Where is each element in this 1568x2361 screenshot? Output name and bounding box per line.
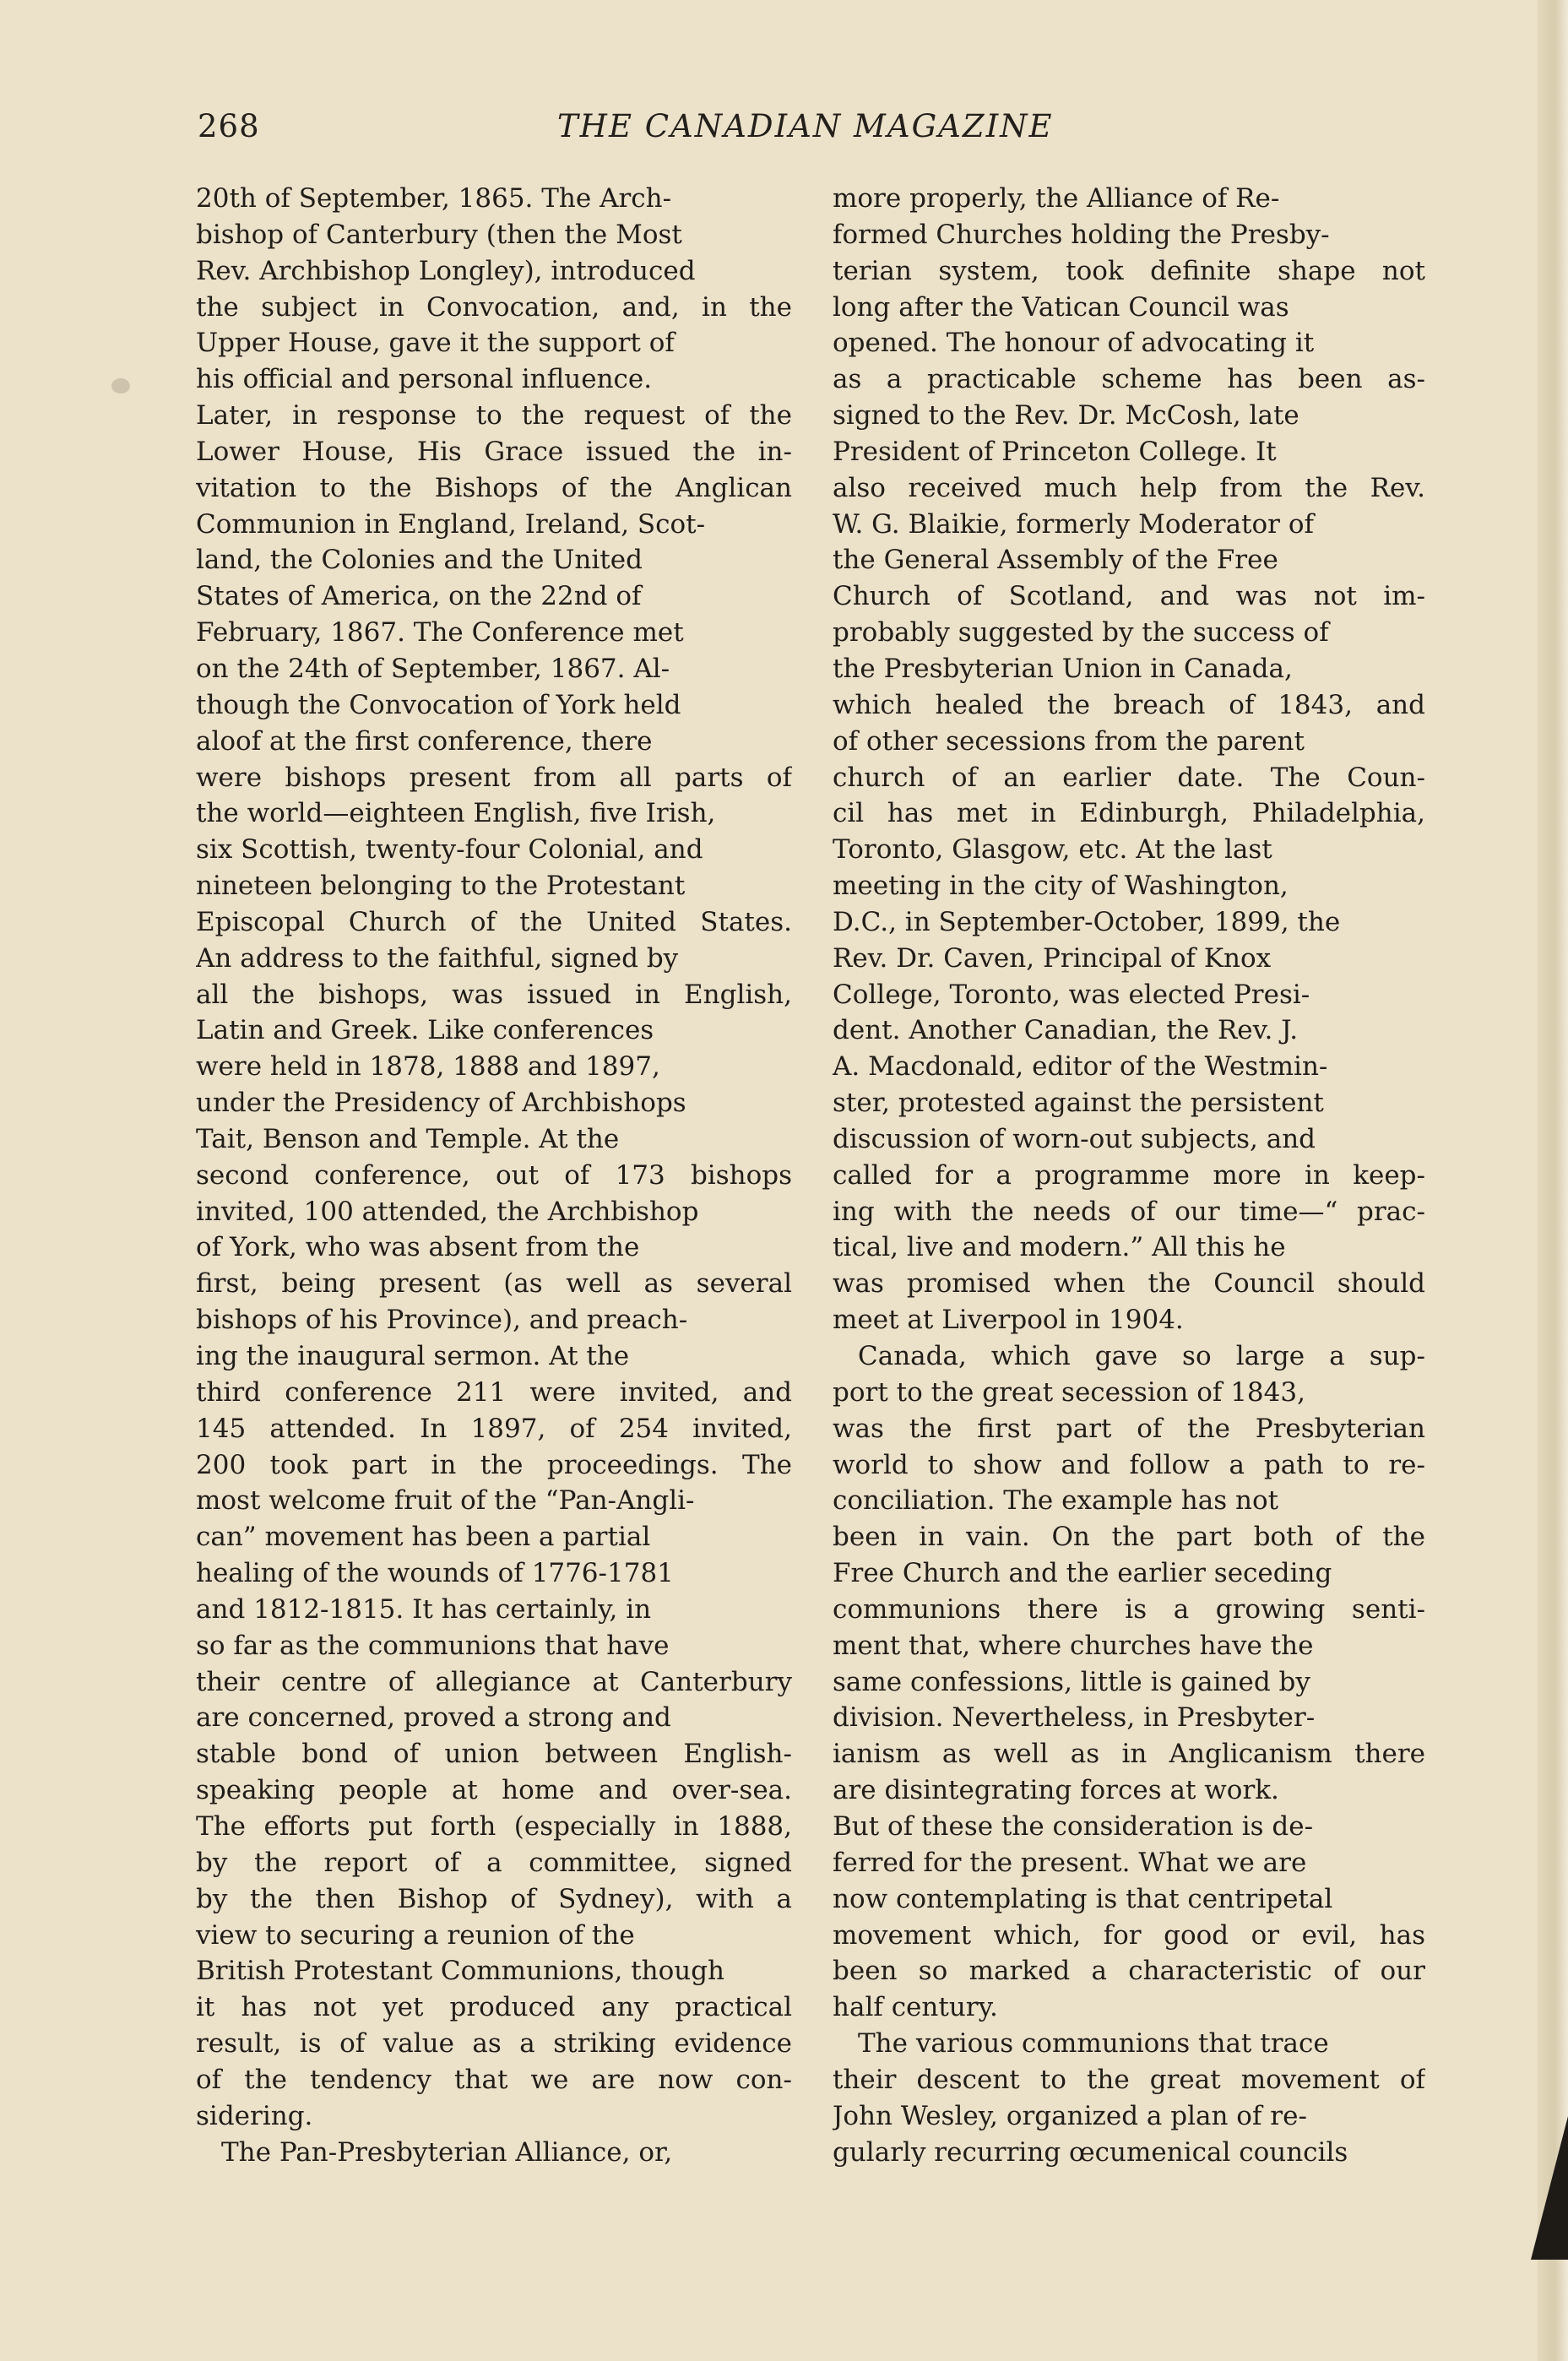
text-line: also received much help from the Rev. xyxy=(833,472,1425,503)
text-line: healing of the wounds of 1776-1781 xyxy=(196,1558,674,1589)
text-line: half century. xyxy=(833,1992,998,2023)
text-line: February, 1867. The Conference met xyxy=(196,617,684,649)
text-line: 145 attended. In 1897, of 254 invited, xyxy=(196,1413,792,1444)
text-line: ment that, where churches have the xyxy=(833,1630,1314,1661)
text-line: his official and personal influence. xyxy=(196,364,653,395)
text-line: meet at Liverpool in 1904. xyxy=(833,1305,1184,1336)
text-line: Canada, which gave so large a sup- xyxy=(858,1341,1425,1371)
text-line: was the first part of the Presbyterian xyxy=(833,1413,1425,1444)
text-line: were held in 1878, 1888 and 1897, xyxy=(196,1051,660,1083)
text-line: College, Toronto, was elected Presi- xyxy=(833,979,1310,1010)
text-line: first, being present (as well as several xyxy=(196,1268,792,1300)
text-line: ing the inaugural sermon. At the xyxy=(196,1341,630,1371)
text-line: probably suggested by the success of xyxy=(833,617,1329,649)
text-line: movement which, for good or evil, has xyxy=(833,1919,1425,1951)
text-line: meeting in the city of Washington, xyxy=(833,871,1289,902)
text-line: 20th of September, 1865. The Arch- xyxy=(196,183,672,214)
text-line: was promised when the Council should xyxy=(833,1268,1425,1300)
text-line: been in vain. On the part both of the xyxy=(833,1522,1425,1553)
text-line: by the then Bishop of Sydney), with a xyxy=(196,1883,792,1914)
text-line: now contemplating is that centripetal xyxy=(833,1883,1333,1914)
text-line: stable bond of union between English- xyxy=(196,1739,792,1770)
text-line: the subject in Convocation, and, in the xyxy=(196,291,792,323)
text-line: are concerned, proved a strong and xyxy=(196,1702,671,1734)
text-line: so far as the communions that have xyxy=(196,1630,670,1661)
text-line: been so marked a characteristic of our xyxy=(833,1956,1425,1987)
text-line: as a practicable scheme has been as- xyxy=(833,364,1425,395)
text-line: Communion in England, Ireland, Scot- xyxy=(196,508,706,540)
text-line: Tait, Benson and Temple. At the xyxy=(196,1123,620,1154)
text-line: gularly recurring œcumenical councils xyxy=(833,2136,1348,2168)
text-line: which healed the breach of 1843, and xyxy=(833,689,1425,720)
text-line: ing with the needs of our time—“ prac- xyxy=(833,1196,1425,1227)
text-line: signed to the Rev. Dr. McCosh, late xyxy=(833,400,1299,431)
text-line: second conference, out of 173 bishops xyxy=(196,1159,792,1191)
text-line: the General Assembly of the Free xyxy=(833,545,1278,576)
text-line: conciliation. The example has not xyxy=(833,1485,1279,1517)
text-line: 200 took part in the proceedings. The xyxy=(196,1449,792,1480)
text-line: six Scottish, twenty-four Colonial, and xyxy=(196,834,703,866)
text-line: bishop of Canterbury (then the Most xyxy=(196,219,682,250)
left-column xyxy=(196,181,792,2170)
text-line: world to show and follow a path to re- xyxy=(833,1449,1425,1480)
text-line: were bishops present from all parts of xyxy=(196,762,792,793)
text-line: President of Princeton College. It xyxy=(833,436,1277,467)
text-line: of York, who was absent from the xyxy=(196,1232,640,1263)
text-line: their descent to the great movement of xyxy=(833,2064,1425,2095)
text-line: the world—eighteen English, five Irish, xyxy=(196,798,716,829)
text-line: view to securing a reunion of the xyxy=(196,1919,635,1951)
text-line: called for a programme more in keep- xyxy=(833,1159,1425,1191)
text-line: result, is of value as a striking evidence xyxy=(196,2028,792,2060)
text-line: and 1812-1815. It has certainly, in xyxy=(196,1593,652,1625)
text-line: vitation to the Bishops of the Anglican xyxy=(196,472,792,503)
text-line: Rev. Archbishop Longley), introduced xyxy=(196,255,696,286)
text-line: Later, in response to the request of the xyxy=(196,400,792,431)
text-line: it has not yet produced any practical xyxy=(196,1992,792,2023)
text-line: more properly, the Alliance of Re- xyxy=(833,183,1280,214)
text-line: of the tendency that we are now con- xyxy=(196,2064,792,2095)
text-line: aloof at the first conference, there xyxy=(196,725,653,757)
text-line: Toronto, Glasgow, etc. At the last xyxy=(833,834,1272,866)
text-line: W. G. Blaikie, formerly Moderator of xyxy=(833,508,1314,540)
right-column xyxy=(833,181,1425,2170)
text-line: Rev. Dr. Caven, Principal of Knox xyxy=(833,942,1272,974)
text-line: ianism as well as in Anglicanism there xyxy=(833,1739,1425,1770)
text-line: Episcopal Church of the United States. xyxy=(196,906,792,937)
text-line: But of these the consideration is de- xyxy=(833,1810,1314,1842)
text-line: cil has met in Edinburgh, Philadelphia, xyxy=(833,798,1425,829)
text-line: the Presbyterian Union in Canada, xyxy=(833,653,1293,684)
text-line: division. Nevertheless, in Presbyter- xyxy=(833,1702,1316,1734)
text-line: most welcome fruit of the “Pan-Angli- xyxy=(196,1485,695,1517)
text-line: ferred for the present. What we are xyxy=(833,1847,1307,1878)
text-line: land, the Colonies and the United xyxy=(196,545,643,576)
text-line: though the Convocation of York held xyxy=(196,689,681,720)
text-line: The Pan-Presbyterian Alliance, or, xyxy=(221,2136,673,2168)
text-line: bishops of his Province), and preach- xyxy=(196,1305,688,1336)
text-line: Lower House, His Grace issued the in- xyxy=(196,436,792,467)
text-line: long after the Vatican Council was xyxy=(833,291,1289,323)
text-line: third conference 211 were invited, and xyxy=(196,1376,792,1408)
paper-blemish xyxy=(111,378,130,394)
text-line: all the bishops, was issued in English, xyxy=(196,979,792,1010)
text-line: The various communions that trace xyxy=(858,2028,1329,2060)
text-line: dent. Another Canadian, the Rev. J. xyxy=(833,1015,1299,1046)
text-line: port to the great secession of 1843, xyxy=(833,1376,1305,1408)
text-line: can” movement has been a partial xyxy=(196,1522,651,1553)
text-line: Upper House, gave it the support of xyxy=(196,328,675,359)
text-line: The efforts put forth (especially in 1888, xyxy=(196,1810,792,1842)
text-line: Latin and Greek. Like conferences xyxy=(196,1015,654,1046)
text-line: under the Presidency of Archbishops xyxy=(196,1088,686,1119)
text-line: communions there is a growing senti- xyxy=(833,1593,1425,1625)
text-line: nineteen belonging to the Protestant xyxy=(196,871,686,902)
text-line: States of America, on the 22nd of xyxy=(196,581,642,612)
text-line: are disintegrating forces at work. xyxy=(833,1775,1279,1806)
text-line: sidering. xyxy=(196,2100,313,2131)
text-line: by the report of a committee, signed xyxy=(196,1847,792,1878)
text-line: Free Church and the earlier seceding xyxy=(833,1558,1332,1589)
text-line: John Wesley, organized a plan of re- xyxy=(833,2100,1307,2131)
text-line: discussion of worn-out subjects, and xyxy=(833,1123,1316,1154)
page-number: 268 xyxy=(198,108,260,144)
text-line: same confessions, little is gained by xyxy=(833,1666,1310,1697)
text-line: formed Churches holding the Presby- xyxy=(833,219,1330,250)
page-edge-shadow xyxy=(1538,0,1568,2361)
running-title: THE CANADIAN MAGAZINE xyxy=(557,108,1054,144)
text-line: opened. The honour of advocating it xyxy=(833,328,1315,359)
text-line: tical, live and modern.” All this he xyxy=(833,1232,1286,1263)
text-line: ster, protested against the persistent xyxy=(833,1088,1324,1119)
text-line: A. Macdonald, editor of the Westmin- xyxy=(833,1051,1328,1083)
text-line: speaking people at home and over-sea. xyxy=(196,1775,792,1806)
text-line: invited, 100 attended, the Archbishop xyxy=(196,1196,699,1227)
text-line: Church of Scotland, and was not im- xyxy=(833,581,1425,612)
text-line: terian system, took definite shape not xyxy=(833,255,1425,286)
text-line: on the 24th of September, 1867. Al- xyxy=(196,653,670,684)
text-line: British Protestant Communions, though xyxy=(196,1956,725,1987)
text-line: their centre of allegiance at Canterbury xyxy=(196,1666,792,1697)
text-line: An address to the faithful, signed by xyxy=(196,942,679,974)
text-line: D.C., in September-October, 1899, the xyxy=(833,906,1341,937)
text-line: church of an earlier date. The Coun- xyxy=(833,762,1425,793)
text-line: of other secessions from the parent xyxy=(833,725,1305,757)
